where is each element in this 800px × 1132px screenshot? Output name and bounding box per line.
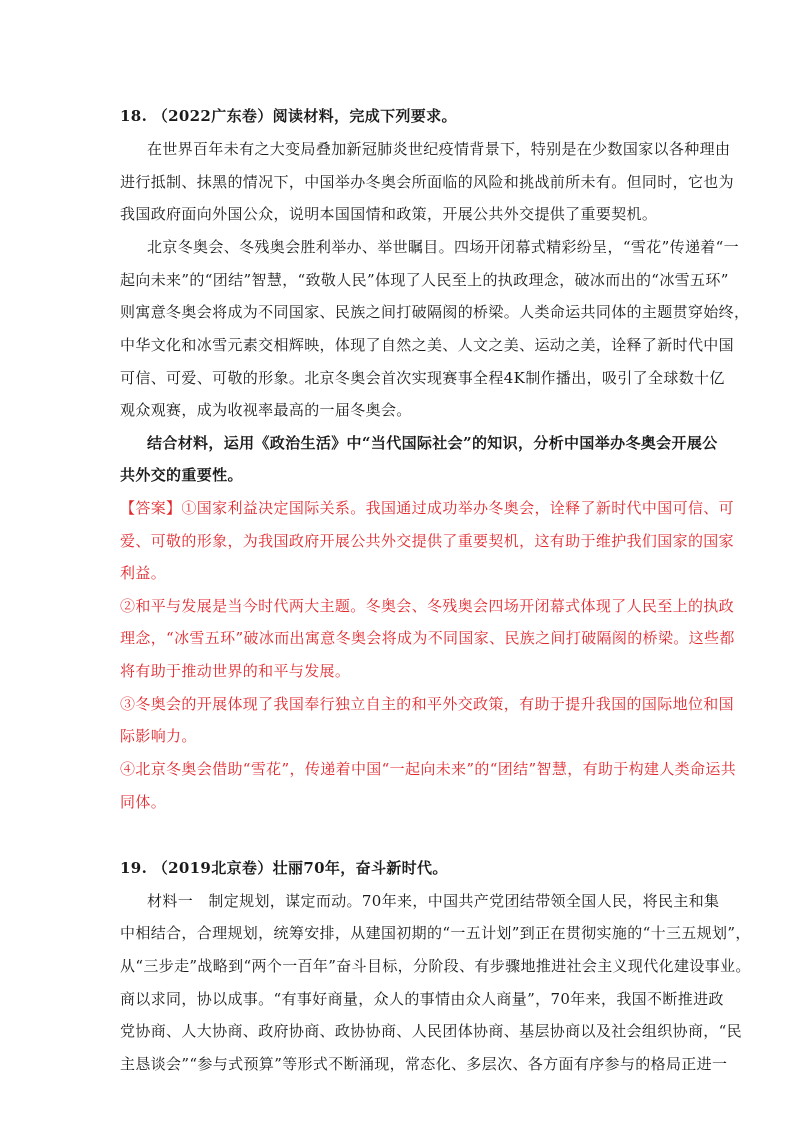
q18-answer-line: 爱、可敬的形象，为我国政府开展公共外交提供了重要契机，这有助于维护我们国家的国家 [120, 532, 735, 550]
q18-answer-line: 将有助于推动世界的和平与发展。 [120, 662, 351, 680]
q18-question-line: 共外交的重要性。 [120, 466, 243, 484]
q18-material-line: 中华文化和冰雪元素交相辉映，体现了自然之美、人文之美、运动之美，诠释了新时代中国 [120, 336, 735, 354]
q18-answer-line: 同体。 [120, 793, 167, 811]
q18-material-line: 我国政府面向外国公众，说明本国国情和政策，开展公共外交提供了重要契机。 [120, 205, 658, 223]
q18-material-line: 观众观赛，成为收视率最高的一届冬奥会。 [120, 401, 412, 419]
q19-material-line: 从“三步走”战略到“两个一百年”奋斗目标，分阶段、有步骤地推进社会主义现代化建设事业。 [120, 957, 751, 975]
q18-answer-line: 【答案】①国家利益决定国际关系。我国通过成功举办冬奥会，诠释了新时代中国可信、可 [120, 499, 735, 517]
q18-material-line: 起向未来”的“团结”智慧，“致敬人民”体现了人民至上的执政理念，破冰而出的“冰雪五环” [120, 271, 729, 289]
q19-material-line: 中相结合，合理规划，统筹安排，从建国初期的“一五计划”到正在贯彻实施的“十三五规划”， [120, 924, 751, 942]
q18-material-line: 可信、可爱、可敬的形象。北京冬奥会首次实现赛事全程4K制作播出，吸引了全球数十亿 [120, 369, 725, 387]
q18-answer-line: ④北京冬奥会借助“雪花”，传递着中国“一起向未来”的“团结”智慧，有助于构建人类命运共 [120, 760, 737, 778]
q19-material-line: 材料一 制定规划，谋定而动。70年来，中国共产党团结带领全国人民，将民主和集 [147, 892, 720, 910]
q18-question-line: 结合材料，运用《政治生活》中“当代国际社会”的知识，分析中国举办冬奥会开展公 [147, 434, 718, 452]
q19-material-line: 商以求同，协以成事。“有事好商量，众人的事情由众人商量”，70年来，我国不断推进政 [120, 990, 724, 1008]
q19-material-line: 主恳谈会”“参与式预算”等形式不断涌现，常态化、多层次、各方面有序参与的格局正进一 [120, 1055, 728, 1073]
question-19-title: 19. （2019北京卷）壮丽70年，奋斗新时代。 [120, 859, 448, 877]
q18-answer-line: ②和平与发展是当今时代两大主题。冬奥会、冬残奥会四场开闭幕式体现了人民至上的执政 [120, 597, 735, 615]
question-18-title: 18. （2022广东卷）阅读材料，完成下列要求。 [120, 107, 457, 125]
q18-answer-line: 际影响力。 [120, 727, 197, 745]
q19-material-line: 党协商、人大协商、政府协商、政协协商、人民团体协商、基层协商以及社会组织协商，“民 [120, 1022, 743, 1040]
q18-material-line: 北京冬奥会、冬残奥会胜利举办、举世瞩目。四场开闭幕式精彩纷呈，“雪花”传递着“一 [147, 238, 740, 256]
q18-answer-line: ③冬奥会的开展体现了我国奉行独立自主的和平外交政策，有助于提升我国的国际地位和国 [120, 695, 735, 713]
q18-answer-line: 利益。 [120, 564, 167, 582]
q18-material-line: 进行抵制、抹黑的情况下，中国举办冬奥会所面临的风险和挑战前所未有。但同时，它也为 [120, 173, 735, 191]
q18-answer-line: 理念，“冰雪五环”破冰而出寓意冬奥会将成为不同国家、民族之间打破隔阂的桥梁。这些都 [120, 629, 735, 647]
q18-material-line: 则寓意冬奥会将成为不同国家、民族之间打破隔阂的桥梁。人类命运共同体的主题贯穿始终， [120, 303, 750, 321]
q18-material-line: 在世界百年未有之大变局叠加新冠肺炎世纪疫情背景下，特别是在少数国家以各种理由 [147, 140, 731, 158]
